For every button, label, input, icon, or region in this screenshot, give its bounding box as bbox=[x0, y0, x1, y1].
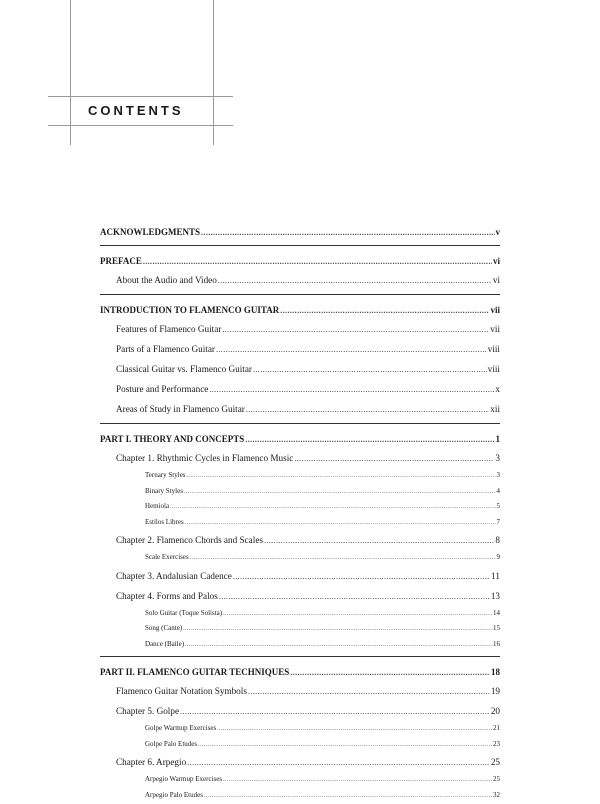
toc-entry-sec[interactable] bbox=[100, 448, 500, 468]
toc-entry-title: Flamenco Guitar Notation Symbols bbox=[116, 681, 247, 701]
toc-entry-sub[interactable] bbox=[100, 788, 500, 804]
toc-entry-page-number: 1 bbox=[496, 430, 501, 448]
toc-entry-page-number: 15 bbox=[493, 621, 500, 637]
toc-entry-sub[interactable] bbox=[100, 606, 500, 622]
toc-entry-title: Chapter 3. Andalusian Cadence bbox=[116, 566, 232, 586]
dot-leader bbox=[280, 302, 489, 320]
toc-entry-part[interactable] bbox=[100, 301, 500, 319]
toc-entry-sub[interactable] bbox=[100, 515, 500, 531]
toc-entry-sub[interactable] bbox=[100, 772, 500, 788]
toc-entry-page-number: 11 bbox=[491, 566, 500, 586]
toc-entry-page-number: 3 bbox=[497, 468, 501, 484]
toc-entry-page-number: viii bbox=[488, 339, 500, 359]
toc-entry-title: Song (Cante) bbox=[145, 621, 182, 637]
toc-entry-sub[interactable] bbox=[100, 637, 500, 653]
crop-mark-vertical-right bbox=[213, 0, 214, 145]
toc-entry-sec[interactable] bbox=[100, 681, 500, 701]
section-divider bbox=[100, 423, 500, 424]
dot-leader bbox=[198, 738, 492, 754]
dot-leader bbox=[204, 789, 492, 804]
dot-leader bbox=[183, 622, 492, 638]
toc-entry-page-number: 21 bbox=[493, 721, 500, 737]
dot-leader bbox=[216, 340, 487, 360]
crop-mark-horizontal-top bbox=[48, 96, 233, 97]
toc-entry-page-number: 23 bbox=[493, 737, 500, 753]
dot-leader bbox=[185, 516, 496, 532]
toc-entry-page-number: v bbox=[496, 223, 501, 241]
toc-entry-sub[interactable] bbox=[100, 721, 500, 737]
toc-entry-sec[interactable] bbox=[100, 399, 500, 419]
dot-leader bbox=[245, 431, 494, 449]
toc-entry-title: PREFACE bbox=[100, 252, 142, 270]
toc-entry-title: Areas of Study in Flamenco Guitar bbox=[116, 399, 245, 419]
toc-entry-page-number: 13 bbox=[491, 586, 500, 606]
toc-entry-sec[interactable] bbox=[100, 586, 500, 606]
toc-entry-title: Golpe Warmup Exercises bbox=[145, 721, 216, 737]
toc-entry-page-number: 25 bbox=[493, 772, 500, 788]
toc-entry-title: ACKNOWLEDGMENTS bbox=[100, 223, 200, 241]
toc-entry-page-number: 16 bbox=[493, 637, 500, 653]
toc-entry-sec[interactable] bbox=[100, 530, 500, 550]
toc-entry-page-number: viii bbox=[488, 359, 500, 379]
toc-entry-page-number: xii bbox=[490, 399, 500, 419]
toc-entry-page-number: 4 bbox=[497, 484, 501, 500]
toc-entry-sub[interactable] bbox=[100, 499, 500, 515]
toc-entry-title: Dance (Baile) bbox=[145, 637, 184, 653]
toc-entry-page-number: 20 bbox=[491, 701, 500, 721]
toc-entry-title: Estilos Libres bbox=[145, 515, 184, 531]
toc-entry-title: Chapter 5. Golpe bbox=[116, 701, 179, 721]
dot-leader bbox=[246, 400, 489, 420]
toc-entry-title: Chapter 6. Arpegio bbox=[116, 752, 186, 772]
page-title: CONTENTS bbox=[88, 103, 184, 118]
dot-leader bbox=[264, 531, 494, 551]
dot-leader bbox=[223, 773, 492, 789]
dot-leader bbox=[187, 469, 496, 485]
dot-leader bbox=[253, 360, 487, 380]
toc-entry-title: Hemiola bbox=[145, 499, 169, 515]
toc-entry-page-number: 8 bbox=[495, 530, 500, 550]
dot-leader bbox=[143, 253, 492, 271]
toc-entry-title: Parts of a Flamenco Guitar bbox=[116, 339, 215, 359]
dot-leader bbox=[209, 380, 494, 400]
toc-entry-title: Arpegio Warmup Exercises bbox=[145, 772, 222, 788]
toc-entry-page-number: 18 bbox=[491, 663, 500, 681]
dot-leader bbox=[290, 664, 490, 682]
section-divider bbox=[100, 294, 500, 295]
dot-leader bbox=[201, 224, 494, 242]
toc-entry-title: About the Audio and Video bbox=[116, 270, 217, 290]
toc-entry-title: PART I. THEORY AND CONCEPTS bbox=[100, 430, 244, 448]
crop-mark-vertical-left bbox=[70, 0, 71, 145]
toc-entry-page-number: x bbox=[495, 379, 500, 399]
dot-leader bbox=[187, 753, 490, 773]
toc-entry-sec[interactable] bbox=[100, 359, 500, 379]
dot-leader bbox=[170, 500, 495, 516]
toc-entry-title: Chapter 1. Rhythmic Cycles in Flamenco Music bbox=[116, 448, 293, 468]
toc-entry-sub[interactable] bbox=[100, 621, 500, 637]
toc-entry-page-number: vi bbox=[493, 252, 500, 270]
toc-entry-title: Scale Exercises bbox=[145, 550, 189, 566]
toc-entry-page-number: 5 bbox=[497, 499, 501, 515]
toc-entry-page-number: vi bbox=[493, 270, 500, 290]
toc-entry-sub[interactable] bbox=[100, 468, 500, 484]
toc-entry-page-number: 19 bbox=[491, 681, 500, 701]
toc-entry-title: Posture and Performance bbox=[116, 379, 208, 399]
toc-entry-page-number: 25 bbox=[491, 752, 500, 772]
dot-leader bbox=[219, 587, 490, 607]
toc-entry-title: Golpe Palo Etudes bbox=[145, 737, 197, 753]
toc-entry-part[interactable] bbox=[100, 430, 500, 448]
toc-entry-part[interactable] bbox=[100, 223, 500, 241]
toc-entry-title: PART II. FLAMENCO GUITAR TECHNIQUES bbox=[100, 663, 289, 681]
toc-entry-sub[interactable] bbox=[100, 484, 500, 500]
dot-leader bbox=[217, 722, 492, 738]
dot-leader bbox=[218, 271, 492, 291]
toc-entry-page-number: 3 bbox=[495, 448, 500, 468]
toc-entry-page-number: 32 bbox=[493, 788, 500, 804]
toc-entry-part[interactable] bbox=[100, 252, 500, 270]
toc-entry-sec[interactable] bbox=[100, 270, 500, 290]
table-of-contents bbox=[100, 223, 500, 803]
toc-entry-sec[interactable] bbox=[100, 701, 500, 721]
toc-entry-page-number: 7 bbox=[497, 515, 501, 531]
dot-leader bbox=[185, 638, 492, 654]
dot-leader bbox=[184, 485, 496, 501]
toc-entry-sec[interactable] bbox=[100, 319, 500, 339]
dot-leader bbox=[222, 320, 489, 340]
toc-entry-title: Solo Guitar (Toque Solista) bbox=[145, 606, 222, 622]
toc-entry-sec[interactable] bbox=[100, 752, 500, 772]
section-divider bbox=[100, 245, 500, 246]
toc-entry-page-number: 14 bbox=[493, 606, 500, 622]
toc-entry-sec[interactable] bbox=[100, 566, 500, 586]
toc-entry-sec[interactable] bbox=[100, 339, 500, 359]
dot-leader bbox=[180, 702, 490, 722]
dot-leader bbox=[294, 449, 494, 469]
dot-leader bbox=[248, 682, 490, 702]
dot-leader bbox=[223, 607, 492, 623]
crop-mark-horizontal-bottom bbox=[48, 125, 233, 126]
toc-entry-sec[interactable] bbox=[100, 379, 500, 399]
toc-entry-title: Classical Guitar vs. Flamenco Guitar bbox=[116, 359, 252, 379]
toc-entry-page-number: vii bbox=[490, 319, 500, 339]
toc-entry-page-number: 9 bbox=[497, 550, 501, 566]
toc-entry-title: Chapter 4. Forms and Palos bbox=[116, 586, 218, 606]
toc-entry-page-number: vii bbox=[490, 301, 500, 319]
toc-entry-part[interactable] bbox=[100, 663, 500, 681]
toc-entry-sub[interactable] bbox=[100, 737, 500, 753]
dot-leader bbox=[233, 567, 490, 587]
toc-entry-title: Chapter 2. Flamenco Chords and Scales bbox=[116, 530, 263, 550]
toc-entry-title: Arpegio Palo Etudes bbox=[145, 788, 203, 804]
toc-entry-title: INTRODUCTION TO FLAMENCO GUITAR bbox=[100, 301, 279, 319]
toc-entry-sub[interactable] bbox=[100, 550, 500, 566]
toc-entry-title: Ternary Styles bbox=[145, 468, 186, 484]
toc-entry-title: Features of Flamenco Guitar bbox=[116, 319, 221, 339]
section-divider bbox=[100, 656, 500, 657]
dot-leader bbox=[190, 551, 496, 567]
toc-entry-title: Binary Styles bbox=[145, 484, 183, 500]
